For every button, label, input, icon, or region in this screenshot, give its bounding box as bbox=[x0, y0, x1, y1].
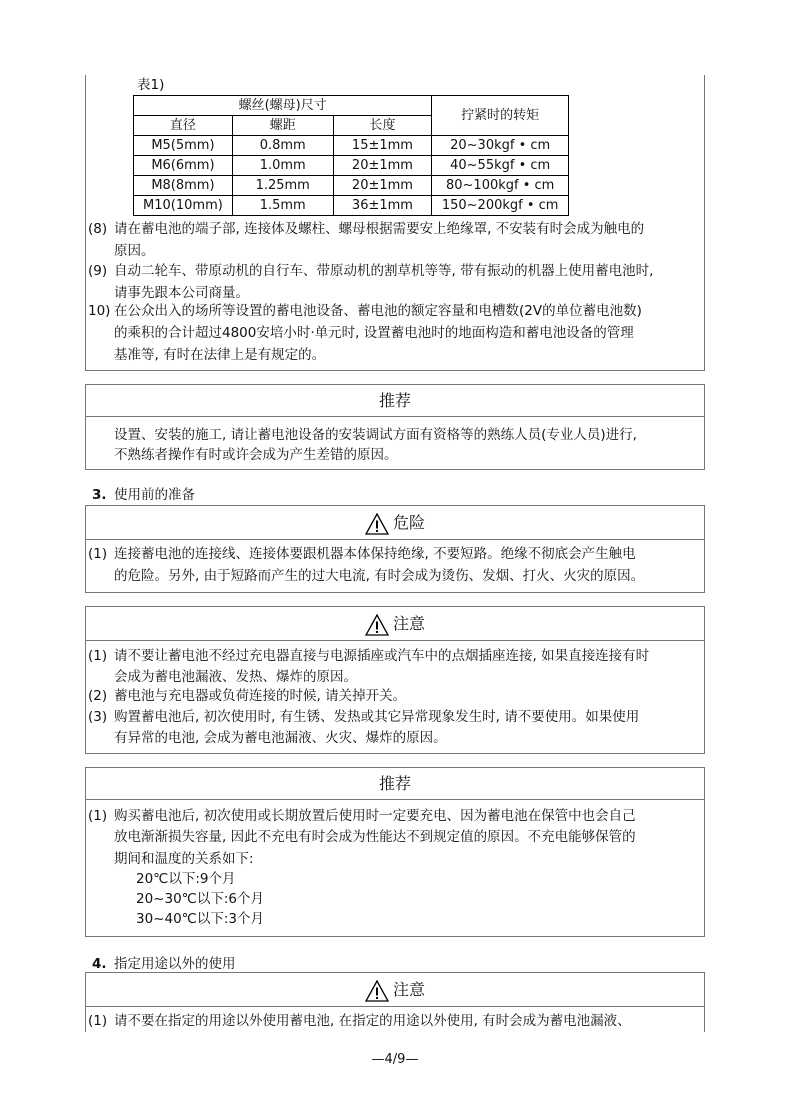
table-cell: 40~55kgf • cm bbox=[432, 156, 569, 176]
table-cell: M10(10mm) bbox=[134, 196, 233, 216]
table-row bbox=[134, 136, 569, 156]
table-sub-header: 直径 bbox=[134, 116, 233, 136]
storage-line: 30~40℃以下:3个月 bbox=[136, 911, 264, 927]
table-group-header: 螺丝(螺母)尺寸 bbox=[134, 96, 432, 116]
item-number: (1) bbox=[88, 1013, 108, 1029]
table-cell: M5(5mm) bbox=[134, 136, 233, 156]
table-cell: 1.25mm bbox=[232, 176, 333, 196]
table-torque-header: 拧紧时的转矩 bbox=[432, 96, 569, 136]
caution-title: 注意 bbox=[392, 614, 425, 633]
warning-icon bbox=[365, 980, 389, 1002]
danger-header bbox=[86, 506, 704, 540]
table-row bbox=[134, 176, 569, 196]
item-number: (8) bbox=[88, 221, 108, 237]
section-number: 4. bbox=[92, 956, 107, 972]
item-line: 请事先跟本公司商量。 bbox=[114, 285, 249, 301]
item-line: 自动二轮车、带原动机的自行车、带原动机的割草机等等, 带有振动的机器上使用蓄电池时, bbox=[114, 263, 654, 279]
item-line: 请在蓄电池的端子部, 连接体及螺柱、螺母根据需要安上绝缘罩, 不安装有时会成为触电的 bbox=[114, 221, 645, 237]
item-line: 基准等, 有时在法律上是有规定的。 bbox=[114, 347, 326, 363]
table-row bbox=[134, 196, 569, 216]
table-cell: 80~100kgf • cm bbox=[432, 176, 569, 196]
section-title: 使用前的准备 bbox=[114, 487, 195, 503]
table-cell: M8(8mm) bbox=[134, 176, 233, 196]
caution-line: 请不要让蓄电池不经过充电器直接与电源插座或汽车中的点烟插座连接, 如果直接连接有时 bbox=[114, 648, 650, 664]
warning-icon bbox=[365, 513, 389, 535]
item-line: 的乘积的合计超过4800安培小时·单元时, 设置蓄电池时的地面构造和蓄电池设备的管理 bbox=[114, 325, 634, 341]
table-cell: 1.5mm bbox=[232, 196, 333, 216]
storage-line: 20℃以下:9个月 bbox=[136, 871, 236, 887]
item-number: (2) bbox=[88, 688, 108, 704]
caution-title: 注意 bbox=[392, 980, 425, 999]
item-number: (1) bbox=[88, 546, 108, 562]
table-cell: 1.0mm bbox=[232, 156, 333, 176]
caution-line: 有异常的电池, 会成为蓄电池漏液、火灾、爆炸的原因。 bbox=[114, 730, 447, 746]
table-sub-header: 螺距 bbox=[232, 116, 333, 136]
item-line: 在公众出入的场所等设置的蓄电池设备、蓄电池的额定容量和电槽数(2V的单位蓄电池数) bbox=[114, 303, 642, 319]
recommend-line: 设置、安装的施工, 请让蓄电池设备的安装调试方面有资格等的熟练人员(专业人员)进行, bbox=[114, 427, 637, 443]
recommend-line: 期间和温度的关系如下: bbox=[114, 851, 254, 867]
section-number: 3. bbox=[92, 487, 107, 503]
table-row bbox=[134, 156, 569, 176]
table-cell: 0.8mm bbox=[232, 136, 333, 156]
torque-table bbox=[133, 95, 569, 216]
table-sub-header: 长度 bbox=[333, 116, 432, 136]
item-number: (3) bbox=[88, 709, 108, 725]
recommend-line: 购买蓄电池后, 初次使用或长期放置后使用时一定要充电、因为蓄电池在保管中也会自己 bbox=[114, 808, 636, 824]
table-cell: 150~200kgf • cm bbox=[432, 196, 569, 216]
table-cell: 20±1mm bbox=[333, 176, 432, 196]
danger-title: 危险 bbox=[392, 513, 425, 532]
table-cell: 20~30kgf • cm bbox=[432, 136, 569, 156]
item-line: 原因。 bbox=[114, 243, 155, 259]
caution-line: 购置蓄电池后, 初次使用时, 有生锈、发热或其它异常现象发生时, 请不要使用。如果使用 bbox=[114, 709, 640, 725]
table-cell: 20±1mm bbox=[333, 156, 432, 176]
table-cell: 36±1mm bbox=[333, 196, 432, 216]
caution-line: 请不要在指定的用途以外使用蓄电池, 在指定的用途以外使用, 有时会成为蓄电池漏液、 bbox=[114, 1013, 631, 1029]
caution-header bbox=[86, 607, 704, 641]
item-number: (9) bbox=[88, 263, 108, 279]
caution-line: 蓄电池与充电器或负荷连接的时候, 请关掉开关。 bbox=[114, 688, 407, 704]
warning-icon bbox=[365, 614, 389, 636]
caution-line: 会成为蓄电池漏液、发热、爆炸的原因。 bbox=[114, 669, 357, 685]
item-number: (1) bbox=[88, 648, 108, 664]
recommend-line: 放电渐渐损失容量, 因此不充电有时会成为性能达不到规定值的原因。不充电能够保管的 bbox=[114, 829, 636, 845]
storage-line: 20~30℃以下:6个月 bbox=[136, 891, 264, 907]
danger-line: 连接蓄电池的连接线、连接体要跟机器本体保持绝缘, 不要短路。绝缘不彻底会产生触电 bbox=[114, 546, 636, 562]
page-number: —4/9— bbox=[371, 1052, 419, 1067]
recommend-line: 不熟练者操作有时或许会成为产生差错的原因。 bbox=[114, 447, 398, 463]
caution-header bbox=[86, 973, 704, 1007]
danger-line: 的危险。另外, 由于短路而产生的过大电流, 有时会成为烫伤、发烟、打火、火灾的原因。 bbox=[114, 568, 645, 584]
table-cell: 15±1mm bbox=[333, 136, 432, 156]
item-number: (1) bbox=[88, 808, 108, 824]
item-number: 10) bbox=[88, 303, 111, 319]
table-label: 表1) bbox=[137, 77, 165, 93]
recommend-title: 推荐 bbox=[86, 768, 704, 800]
table-cell: M6(6mm) bbox=[134, 156, 233, 176]
recommend-title: 推荐 bbox=[86, 385, 704, 417]
section-title: 指定用途以外的使用 bbox=[114, 956, 236, 972]
